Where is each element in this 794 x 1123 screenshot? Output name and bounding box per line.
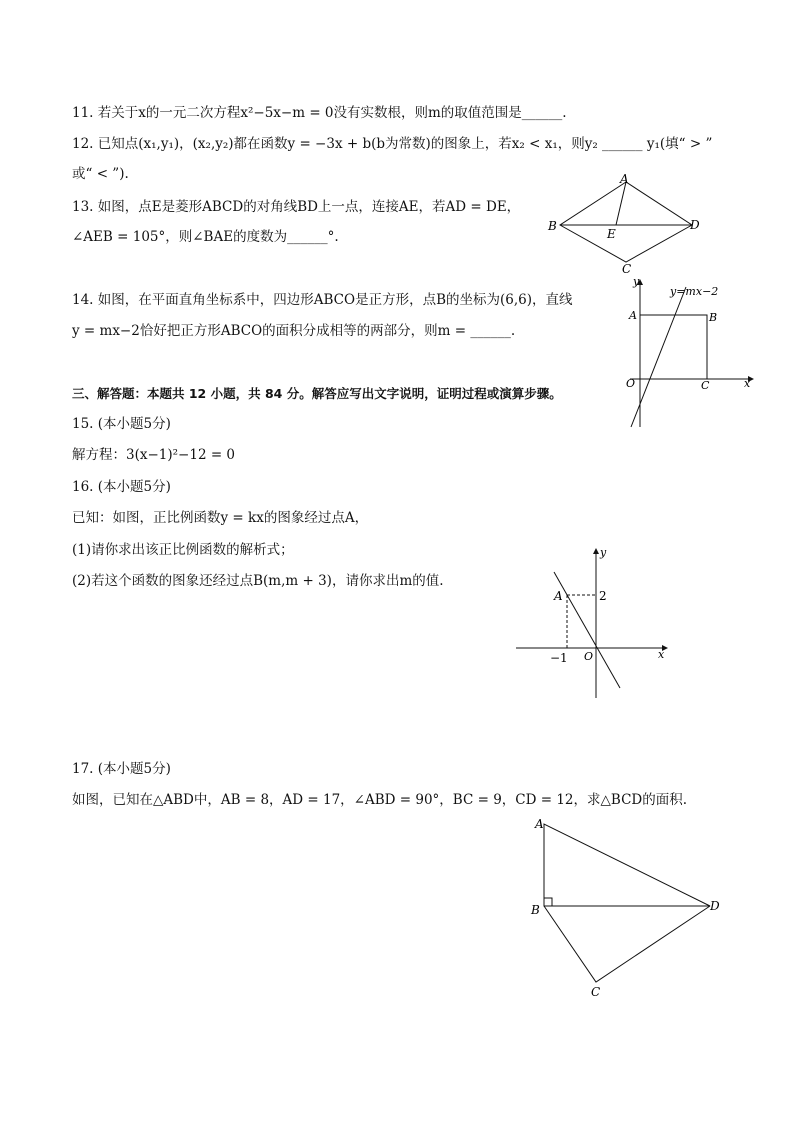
line-y-mx-2 — [631, 287, 686, 427]
question-16-header: 16. (本小题5分) — [72, 479, 171, 495]
rhombus-abcd — [560, 182, 692, 262]
figure-16-proportional-function — [512, 542, 672, 702]
question-15-header: 15. (本小题5分) — [72, 416, 171, 432]
label-e: E — [607, 227, 616, 241]
question-13-line2: ∠AEB = 105°，则∠BAE的度数为______°. — [72, 229, 339, 245]
y-axis-label: y — [633, 275, 640, 288]
label-c: C — [622, 262, 632, 276]
function-line — [554, 572, 620, 688]
figure-13-rhombus — [540, 170, 720, 280]
label-b: B — [548, 219, 557, 233]
question-12-line1: 12. 已知点(x₁,y₁)，(x₂,y₂)都在函数y = −3x + b(b为常数)的图象上，若x₂ < x₁，则y₂ ______ y₁(填“ > ” — [72, 136, 713, 152]
right-angle-mark — [544, 898, 552, 906]
question-13-line1: 13. 如图，点E是菱形ABCD的对角线BD上一点，连接AE，若AD = DE， — [72, 199, 521, 215]
tick-2: 2 — [599, 589, 607, 603]
question-14-line1: 14. 如图，在平面直角坐标系中，四边形ABCO是正方形，点B的坐标为(6,6)，直线 — [72, 292, 573, 308]
question-11: 11. 若关于x的一元二次方程x²−5x−m = 0没有实数根，则m的取值范围是______. — [72, 105, 567, 121]
section-3-heading: 三、解答题：本题共 12 小题，共 84 分。解答应写出文字说明，证明过程或演算步骤。 — [72, 386, 562, 401]
label-b: B — [531, 903, 540, 917]
question-16-body1: 已知：如图，正比例函数y = kx的图象经过点A， — [72, 510, 369, 526]
label-a: A — [620, 172, 629, 186]
question-16-body3: (2)若这个函数的图象还经过点B(m,m + 3)，请你求出m的值. — [72, 573, 444, 589]
figure-14-coordinate-square — [610, 275, 760, 433]
y-axis-arrow — [593, 548, 599, 554]
question-17-header: 17. (本小题5分) — [72, 761, 171, 777]
question-17-body: 如图，已知在△ABD中，AB = 8，AD = 17，∠ABD = 90°，BC = 9，CD = 12，求△BCD的面积. — [72, 792, 688, 808]
label-d: D — [690, 218, 700, 232]
segment-ae — [616, 182, 626, 225]
label-o: O — [626, 377, 636, 390]
question-15-body: 解方程：3(x−1)²−12 = 0 — [72, 447, 236, 463]
label-a: A — [554, 589, 563, 603]
x-axis-label: x — [744, 377, 751, 390]
y-axis-label: y — [600, 546, 607, 559]
figure-17-triangles — [526, 812, 726, 1002]
tick-minus-1: −1 — [550, 651, 568, 665]
question-14-line2: y = mx−2恰好把正方形ABCO的面积分成相等的两部分，则m = ______. — [72, 323, 516, 339]
label-a: A — [535, 817, 544, 831]
x-axis-label: x — [658, 648, 665, 661]
question-16-body2: (1)请你求出该正比例函数的解析式； — [72, 542, 294, 558]
label-c: C — [701, 379, 710, 392]
square-abco — [640, 315, 707, 379]
label-c: C — [591, 985, 601, 999]
triangle-abd — [544, 824, 710, 906]
label-b: B — [709, 311, 718, 324]
label-d: D — [710, 899, 720, 913]
label-a: A — [629, 309, 637, 322]
triangle-bcd-sides — [544, 906, 710, 982]
question-12-line2: 或“ < ”). — [72, 166, 129, 182]
label-o: O — [584, 650, 594, 663]
line-label: y=mx−2 — [670, 285, 719, 298]
